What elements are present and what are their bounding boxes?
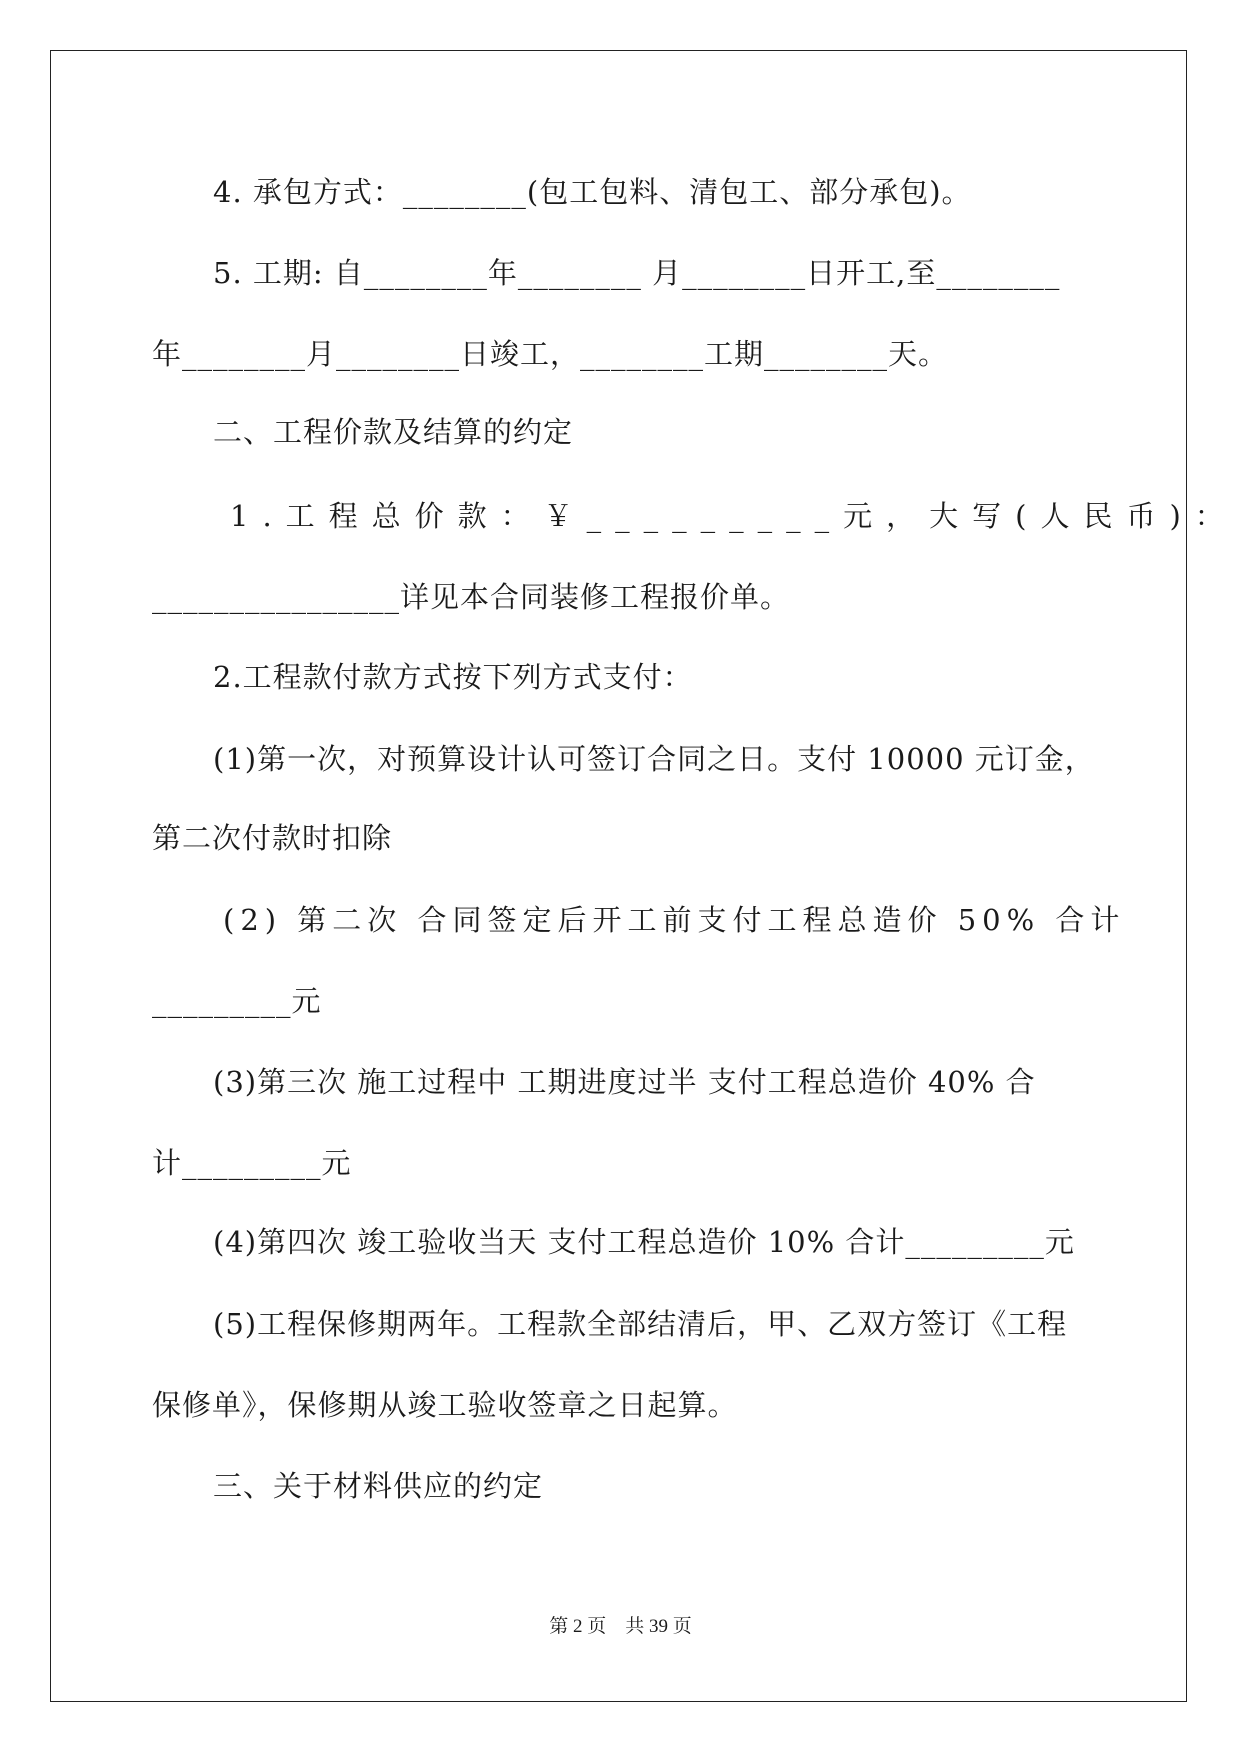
payment-item-4: (4)第四次 竣工验收当天 支付工程总造价 10% 合计_________元 [213, 1225, 1075, 1259]
section-heading-price-settlement: 二、工程价款及结算的约定 [213, 415, 574, 449]
payment-item-1: (1)第一次，对预算设计认可签订合同之日。支付 10000 元订金， [213, 742, 1095, 776]
payment-item-3: (3)第三次 施工过程中 工期进度过半 支付工程总造价 40% 合 [213, 1065, 1036, 1099]
payment-item-1-cont: 第二次付款时扣除 [152, 821, 393, 855]
page-border [50, 50, 1187, 1702]
payment-item-3-cont: 计_________元 [152, 1146, 352, 1180]
payment-item-5-cont: 保修单》，保修期从竣工验收签章之日起算。 [152, 1388, 738, 1422]
clause-construction-period-cont: 年________月________日竣工，________工期________天。 [152, 337, 949, 371]
payment-item-2: (2) 第二次 合同签定后开工前支付工程总造价 50% 合计 [223, 903, 1126, 937]
page-number-footer: 第 2 页 共 39 页 [549, 1616, 692, 1637]
clause-contract-method: 4. 承包方式：________(包工包料、清包工、部分承包)。 [213, 175, 972, 209]
payment-item-2-cont: _________元 [152, 984, 322, 1018]
clause-construction-period: 5. 工期: 自________年________ 月________日开工,至________ [213, 256, 1061, 290]
clause-total-price-cont: ________________详见本合同装修工程报价单。 [152, 580, 791, 614]
clause-total-price: 1.工程总价款：￥_________元，大写(人民币)： [230, 499, 1238, 533]
payment-item-5: (5)工程保修期两年。工程款全部结清后，甲、乙双方签订《工程 [213, 1307, 1068, 1341]
section-heading-materials: 三、关于材料供应的约定 [213, 1469, 544, 1503]
clause-payment-method: 2.工程款付款方式按下列方式支付： [213, 660, 693, 694]
